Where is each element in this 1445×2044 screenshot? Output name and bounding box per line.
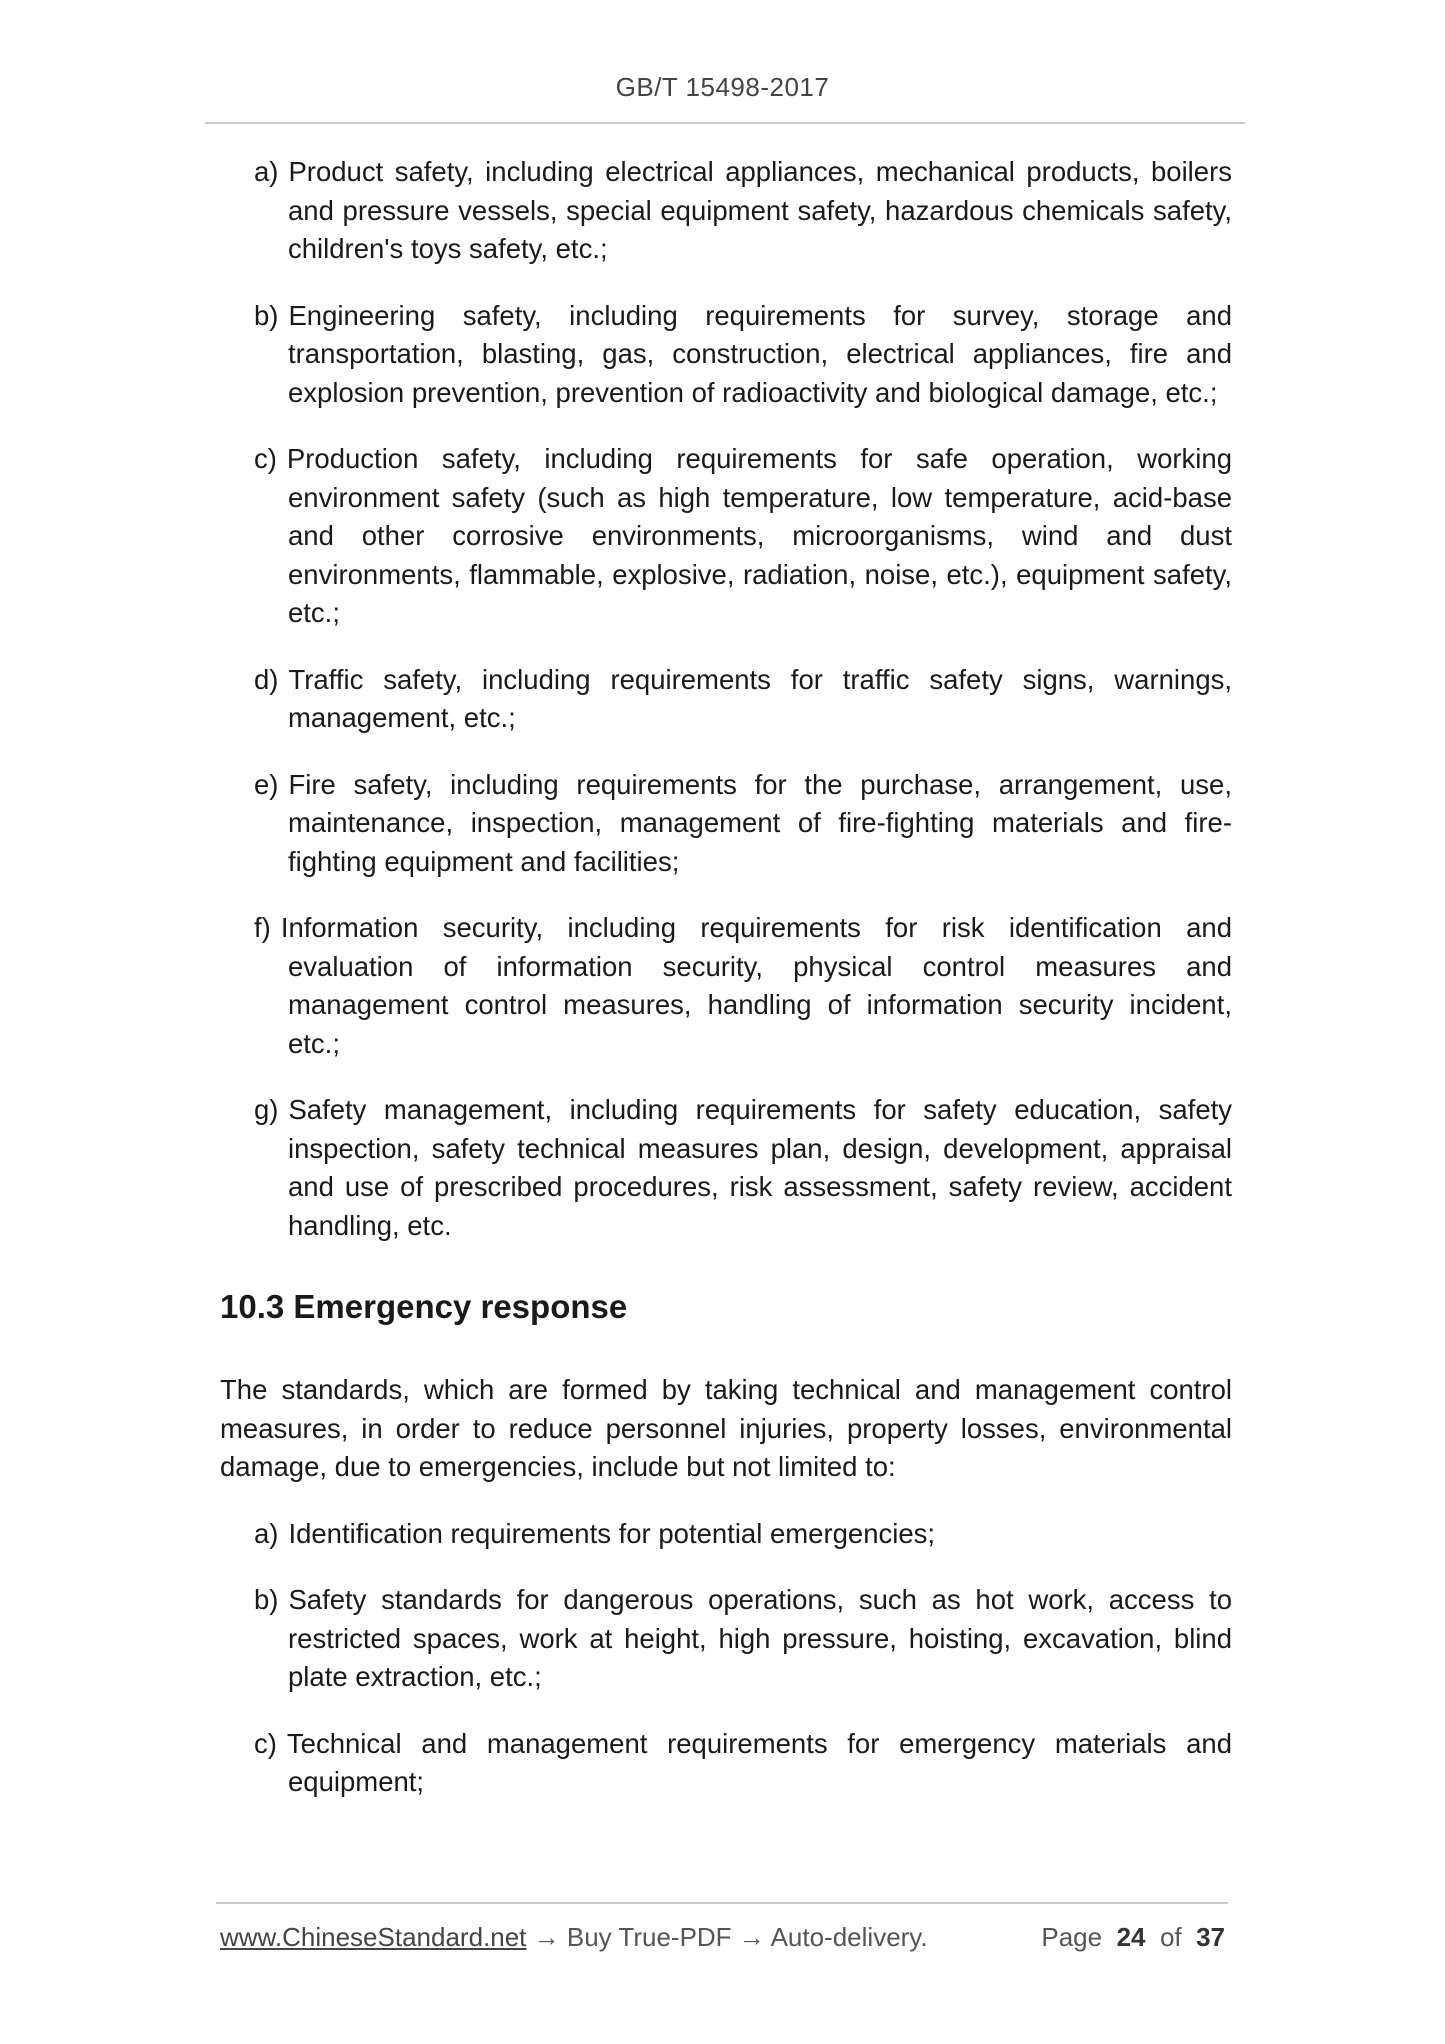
section-heading: 10.3 Emergency response [220,1288,628,1325]
list-item-text: Safety management, including requirements for safety education, safety inspection, safety technical measures plan, design, development, appraisal and use of prescribed procedures, risk assessment, safety review, accident handling, etc. [288,1094,1232,1241]
page-number [1041,1922,1225,1953]
list-item [254,1725,1232,1802]
promo-text: → Buy True-PDF → Auto-delivery. [526,1922,928,1952]
list-item-text: Production safety, including requirements for safe operation, working environment safety (such as high temperature, low temperature, acid-base and other corrosive environments, microorganisms, wind and dust environments, flammable, explosive, radiation, noise, etc.), equipment safety, etc.; [286,443,1232,628]
page-of-label: of [1159,1922,1182,1952]
page-current: 24 [1116,1922,1146,1952]
header-divider [205,122,1245,124]
list-item-letter: d) [254,663,279,695]
list-item-letter: a) [254,156,279,187]
list-item-letter: b) [254,1584,279,1615]
list-item-letter: c) [254,1727,277,1759]
footer-promo [220,1922,928,1953]
list-item [254,297,1232,413]
list-item-text: Safety standards for dangerous operations, such as hot work, access to restricted spaces, work at height, high pressure, hoisting, excavation, blind plate extraction, etc.; [288,1584,1232,1692]
list-item [254,661,1232,738]
list-item-letter: e) [254,768,279,800]
list-item-letter: c) [254,443,277,474]
list-item-text: Technical and management requirements for emergency materials and equipment; [286,1727,1232,1797]
list-item-letter: b) [254,299,279,331]
list-item-letter: g) [254,1094,279,1125]
section-intro-paragraph: The standards, which are formed by taking technical and management control measures, in order to reduce personnel injuries, property losses, environmental damage, due to emergencies, include but not limited to: [220,1374,1232,1482]
list-item [254,766,1232,882]
list-item [254,1091,1232,1245]
list-item [254,440,1232,633]
list-item [254,153,1232,269]
document-code-header: GB/T 15498-2017 [615,72,830,102]
list-item-text: Product safety, including electrical appliances, mechanical products, boilers and pressure vessels, special equipment safety, hazardous chemicals safety, children's toys safety, etc.; [288,156,1232,264]
page-content [220,153,1232,1830]
list-item [254,1515,1232,1554]
list-item-text: Fire safety, including requirements for the purchase, arrangement, use, maintenance, inspection, management of fire-fighting materials and fire-fighting equipment and facilities; [288,768,1232,877]
page-total: 37 [1196,1922,1225,1952]
site-link[interactable]: www.ChineseStandard.net [220,1922,527,1952]
page-label: Page [1041,1922,1103,1952]
list-item [254,1581,1232,1697]
list-item [254,909,1232,1063]
footer-divider [216,1902,1228,1904]
list-item-text: Identification requirements for potential emergencies; [288,1517,936,1549]
list-item-text: Traffic safety, including requirements for traffic safety signs, warnings, management, etc.; [288,663,1232,733]
list-item-text: Engineering safety, including requirements for survey, storage and transportation, blasting, gas, construction, electrical appliances, fire and explosion prevention, prevention of radioactivity and biological damage, etc.; [288,299,1232,408]
list-item-letter: f) [254,912,271,943]
list-item-text: Information security, including requirements for risk identification and evaluation of information security, physical control measures and management control measures, handling of information security incident, etc.; [280,912,1232,1059]
list-item-letter: a) [254,1517,279,1549]
